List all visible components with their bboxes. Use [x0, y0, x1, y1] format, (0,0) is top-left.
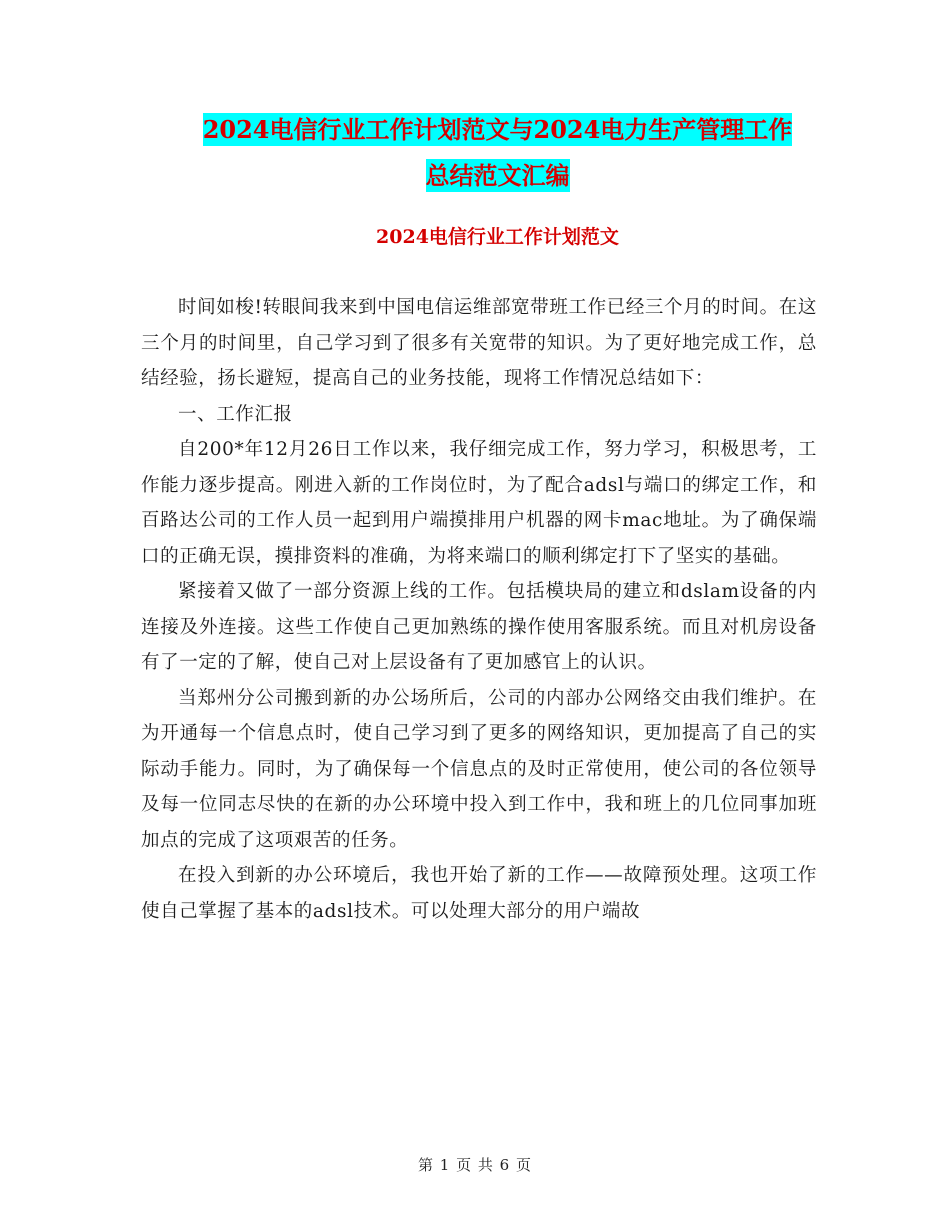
section-title: 2024电信行业工作计划范文 — [376, 226, 619, 248]
heading-work-report: 一、工作汇报 — [178, 403, 293, 425]
page-footer — [0, 1153, 950, 1177]
paragraph: 自200*年12月26日工作以来，我仔细完成工作，努力学习，积极思考，工作能力逐步提高。刚进入新的工作岗位时，为了配合adsl与端口的绑定工作，和百路达公司的工作人员一起到用户端摸排用户机器的网卡mac地址。为了确保端口的正确无误，摸排资料的准确，为将来端口的顺利绑定打下了坚实的基础。 — [141, 439, 817, 567]
paragraph-intro: 时间如梭!转眼间我来到中国电信运维部宽带班工作已经三个月的时间。在这三个月的时间里，自己学习到了很多有关宽带的知识。为了更好地完成工作，总结经验，扬长避短，提高自己的业务技能，现将工作情况总结如下： — [141, 297, 817, 389]
document-body — [141, 290, 817, 929]
title-line-1: 2024电信行业工作计划范文与2024电力生产管理工作 — [202, 115, 793, 144]
paragraph: 紧接着又做了一部分资源上线的工作。包括模块局的建立和dslam设备的内连接及外连接。这些工作使自己更加熟练的操作使用客服系统。而且对机房设备有了一定的了解，使自己对上层设备有了更加感官上的认识。 — [141, 581, 817, 673]
title-line-2: 总结范文汇编 — [425, 161, 570, 190]
page-number: 第 1 页 共 6 页 — [418, 1156, 532, 1174]
paragraph: 在投入到新的办公环境后，我也开始了新的工作——故障预处理。这项工作使自己掌握了基本的adsl技术。可以处理大部分的用户端故 — [141, 865, 817, 922]
document-title — [140, 107, 855, 199]
paragraph: 当郑州分公司搬到新的办公场所后，公司的内部办公网络交由我们维护。在为开通每一个信息点时，使自己学习到了更多的网络知识，更加提高了自己的实际动手能力。同时，为了确保每一个信息点的及时正常使用，使公司的各位领导及每一位同志尽快的在新的办公环境中投入到工作中，我和班上的几位同事加班加点的完成了这项艰苦的任务。 — [141, 687, 817, 851]
